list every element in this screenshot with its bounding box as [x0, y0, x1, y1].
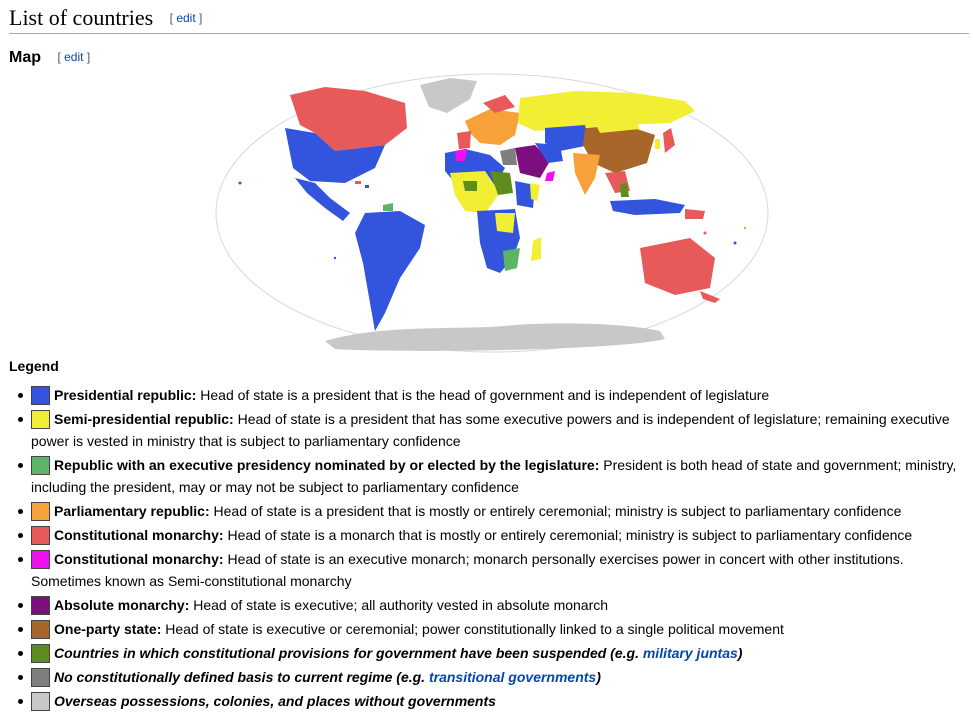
legend-item — [9, 500, 969, 522]
legend-item — [9, 384, 969, 406]
section-heading — [9, 49, 90, 67]
page-heading — [9, 4, 969, 34]
legend-item-text: No constitutionally defined basis to current regime (e.g. — [54, 669, 429, 685]
legend-swatch — [31, 668, 50, 687]
legend-item — [9, 642, 969, 664]
section-edit-section: [ edit ] — [57, 50, 91, 64]
legend-item-desc: Head of state is a president that is the head of government and is independent of legislature — [196, 387, 770, 403]
military-juntas-link[interactable]: military juntas — [642, 645, 738, 661]
legend-item-desc: Head of state is a monarch that is mostly or entirely ceremonial; ministry is subject to parliamentary confidence — [223, 527, 913, 543]
section-edit-link[interactable]: edit — [64, 50, 84, 64]
legend-item — [9, 408, 969, 452]
legend-item-name — [54, 669, 601, 685]
legend-item-desc: Head of state is an executive monarch; monarch personally exercises power in concert with other institutions. Sometimes known as Semi-constitutional monarchy — [31, 551, 904, 589]
title-edit-section: [ edit ] — [169, 11, 203, 25]
legend-item — [9, 548, 969, 592]
legend-item-name: Constitutional monarchy: — [54, 551, 224, 567]
legend-item-desc: Head of state is executive; all authority vested in absolute monarch — [189, 597, 609, 613]
world-map — [215, 73, 770, 355]
legend-item-tail: ) — [596, 669, 601, 685]
legend-swatch — [31, 526, 50, 545]
legend-item-desc: Head of state is a president that has some executive powers and is independent of legislature; remaining executive power is vested in ministry that is subject to parliamentary confidence — [31, 411, 950, 449]
legend-item-desc: President is both head of state and government; ministry, including the president, may or may not be subject to parliamentary confidence — [31, 457, 957, 495]
legend-swatch — [31, 620, 50, 639]
legend-item — [9, 524, 969, 546]
legend-item-name: Presidential republic: — [54, 387, 197, 403]
legend-item-desc: Head of state is executive or ceremonial; power constitutionally linked to a single political movement — [161, 621, 784, 637]
legend-title: Legend — [9, 358, 59, 374]
legend-item — [9, 594, 969, 616]
legend-swatch — [31, 456, 50, 475]
legend-item-name: Overseas possessions, colonies, and places without governments — [54, 693, 496, 709]
transitional-governments-link[interactable]: transitional governments — [428, 669, 597, 685]
legend-item-tail: ) — [737, 645, 743, 661]
legend-item-name: One-party state: — [54, 621, 162, 637]
legend-item-name: Republic with an executive presidency nominated by or elected by the legislature: — [54, 457, 600, 473]
legend-swatch — [31, 550, 50, 569]
legend-item-name: Parliamentary republic: — [54, 503, 210, 519]
legend-swatch — [31, 386, 50, 405]
legend-swatch — [31, 596, 50, 615]
legend-item-name — [54, 645, 742, 661]
legend-swatch — [31, 644, 50, 663]
legend-item-name: Absolute monarchy: — [54, 597, 190, 613]
legend-item — [9, 666, 969, 688]
page-title: List of countries — [9, 5, 154, 30]
legend-swatch — [31, 692, 50, 711]
title-edit-link[interactable]: edit — [176, 11, 196, 25]
legend-item — [9, 618, 969, 640]
legend-item-name: Semi-presidential republic: — [54, 411, 234, 427]
legend-swatch — [31, 410, 50, 429]
legend-item — [9, 454, 969, 498]
legend-item-name: Constitutional monarchy: — [54, 527, 224, 543]
legend-item-text: Countries in which constitutional provisions for government have been suspended (e.g. — [54, 645, 643, 661]
section-title: Map — [9, 49, 41, 66]
legend-item-desc: Head of state is a president that is mostly or entirely ceremonial; ministry is subject to parliamentary confidence — [209, 503, 902, 519]
legend-list — [9, 384, 969, 714]
legend-item — [9, 690, 969, 712]
legend-swatch — [31, 502, 50, 521]
